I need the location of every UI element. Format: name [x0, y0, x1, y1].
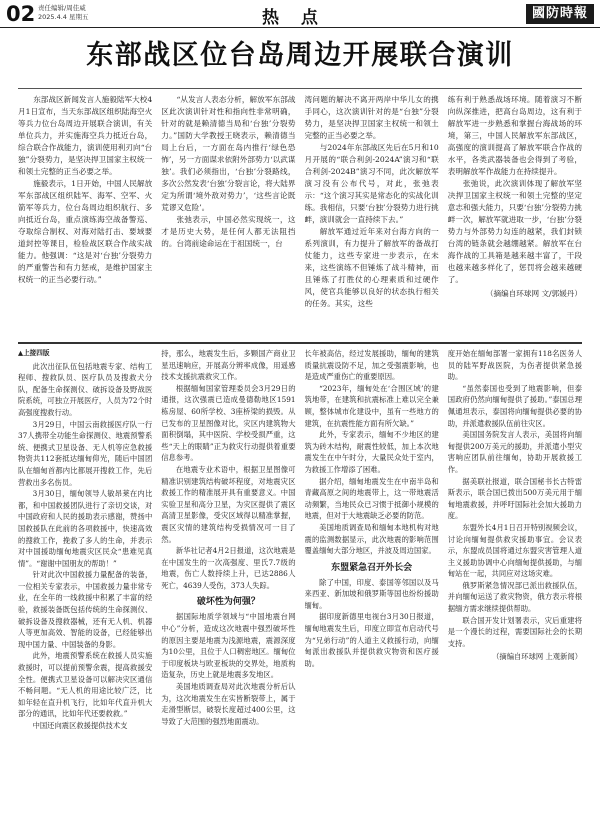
page-number: 02 [6, 2, 36, 26]
subheading: 破坏性为何强？ [196, 597, 260, 608]
article1-column-3 [305, 94, 439, 336]
article2-column-2 [161, 348, 295, 828]
paragraph: 针对此次中国救援力量配备的装备，一位相关专家表示，中国救援力量非常专业，在全年的一线救援中积累了丰富的经验，救援装备既包括传统的生命探测仪、破拆设备及搜救器械，还有无人机、机器人等更加高效、智能的设备，已经能够出现中国力量、中国装备的身影。 [18, 570, 153, 649]
paragraph: 度开始在缅甸部署一家拥有118名医务人员的陆军野战医院，为伤者提供紧急援助。 [447, 349, 582, 382]
paragraph: 东部战区新闻发言人施毅陆军大校4月1日宣布，当天东部战区组织陆海空火等兵力位台岛周边开展联合演训，有关单位兵力，并实施海空兵力抵近台岛，综合联合作战能力，演训使用利刃向“台独”分裂势力，是坚决捍卫国家主权统一和领土完整的正当必要之举。 [18, 95, 153, 176]
header-meta [38, 4, 89, 22]
article1-column-2 [161, 94, 295, 336]
paragraph: “2023年，缅甸处在‘合围区域’的建筑地带，在建筑和抗震标准上难以完全兼顾，整体城市化建设中，虽有一些地方的建筑，在抗震性能方面有所欠缺。” [304, 383, 439, 428]
editor-line: 责任编辑/周佳威 [38, 4, 86, 12]
paragraph: 3月29日，中国云南救援医疗队一行37人携带全功能生命探测仪、地震预警系统、便携式卫星设备、无人机等应急救援物资共112套抵达缅甸仰光，随后中国团队在缅甸首都内比都展开搜救工作，先后营救出多名伤员。 [18, 419, 153, 487]
paragraph: 据介绍，缅甸地震发生在中南半岛和青藏高原之间的地震带上，这一带地震活动频繁，当地民众已习惯于抵御小规模的地震，但对于大地震缺乏必要的防范。 [304, 476, 439, 521]
article1-byline: （摘编自环球网 文/郭媛丹） [485, 289, 582, 298]
paragraph: 长年被高估，经过发展援助，缅甸的建筑质量抗震设防不足，加之受强震影响，也是造成严重伤亡的重要原因。 [304, 349, 439, 382]
paragraph: 在地震专业术语中，根据卫星图像可精准识别建筑结构破坏程度，对地震灾区救援工作的精准展开具有重要意义。中国实验卫星和高分卫星，为灾区提供了震区高清卫星影像，受灾区域得以精准掌握，震区灾情的建筑结构受损情况可一目了然。 [161, 464, 296, 544]
paragraph: 练有利于熟悉战场环境。随着演习不断向纵深推进，把高台岛周边，这有利于解放军进一步熟悉和掌握台海战场的环境，第三，中国人民解放军东部战区，高强度的演训提高了解放军联合作战的水平，各类武器装备也会得到了考验，表明解放军作战能力在持续提升。 [447, 95, 582, 176]
paragraph: 根据缅甸国家管理委员会3月29日的通报，这次强震已造成曼德勒地区1591栋房屋、60所学校、3座桥梁的损毁。从已发布的卫星图像对比，灾区内建筑物大面积倒塌，其中医院、学校受损严重，这些“天上的眼睛”正为救灾行动提供着重要信息参考。 [161, 383, 296, 463]
paragraph: 此外，专家表示，缅甸不少地区的建筑为砖木结构，耐震性较低，加上本次地震发生在中午时分，大量民众处于室内，为救援工作增添了困难。 [304, 430, 439, 474]
paragraph: “从发言人表态分析，解放军东部战区此次演训针对性和指向性非常明确，针对的就是赖清德当局和‘台独’分裂势力。”国防大学教授王晓表示，赖清德当局上台后，一方面在岛内推行‘绿色恐怖’，另一方面谋求依附外部势力‘以武谋独’。我们必须指出，‘台独’分裂路线，多次公然发表‘台独’分裂言论，将大陆界定为所谓‘境外敌对势力’，‘这些言论既荒谬又危险’。 [161, 95, 296, 212]
article2-body [18, 348, 582, 828]
paragraph: 俄罗斯紧急情况部已派出救援队伍，并向缅甸运送了救灾物资，俄方表示将根据缅方需求继续提供帮助。 [447, 580, 582, 614]
article1-body [18, 94, 582, 336]
paragraph: 此次出征队伍包括地震专家、结构工程师、搜救队员、医疗队员及搜救犬分队，配备生命探测仪、破拆设备及野战医院系统，可独立开展医疗，人员为72个时高强度搜救行动。 [18, 361, 153, 417]
paragraph: “虽然泰国也受到了地震影响，但泰国政府仍然向缅甸提供了援助。”泰国总理佩通坦表示，泰国将向缅甸提供必要的协助，并派遣救援队伍前往灾区。 [447, 383, 582, 428]
paragraph: 此外，地震预警系统在救援人员实施救援时，可以提前预警余震，提高救援安全性。便携式卫星设备可以解决灾区通信不畅问题。“无人机的用途比较广泛，比如年轻在直升机飞行，比如年代直升机大部分的通讯，比如年代还要救救。” [18, 651, 153, 719]
paragraph: 除了中国，印度、泰国等邻国以及马来西亚、新加坡和俄罗斯等国也纷纷援助缅甸。 [304, 577, 439, 610]
paragraph: 东盟外长4月1日召开特别视频会议，讨论向缅甸提供救灾援助事宜。会议表示，东盟成员国将通过东盟灾害管理人道主义援助协调中心向缅甸提供援助，与缅甸站在一起，共同应对这场灾难。 [447, 522, 582, 579]
paragraph: 张弛表示，中国必然实现统一，这才是历史大势，是任何人都无法阻挡的。台湾前途命运在于祖国统一，台 [161, 215, 296, 248]
paragraph: 美国国务院发言人表示，美国将向缅甸提供200万美元的援助，并派遣小型灾害响应团队前往缅甸，协助开展救援工作。 [447, 430, 582, 474]
paragraph: 解放军通过近年来对台海方向的一系列演训，有力提升了解放军的备战打仗能力，这些专家进一步表示，在未来，这些演练不但锤炼了战斗精神，而且锤炼了打胜仗的心理素质和过硬作风，使官兵能够以良好的状态执行相关的任务。其实，这些 [304, 227, 439, 308]
paragraph: 美国地质调查局对此次地震分析后认为，这次地震发生在实皆断裂带上，属于走滑型断层，破裂长度超过400公里，这导致了大范围的强烈地面震动。 [161, 682, 296, 726]
continuation-dateline: ▲上接四版 [18, 349, 50, 357]
section-divider [18, 342, 582, 344]
paragraph: 中国还向震区救援提供技术支 [32, 721, 128, 730]
paragraph: 张弛说，此次演训体现了解放军坚决捍卫国家主权统一和领土完整的坚定意志和强大能力，只要‘台独’分裂势力挑衅一次，解放军就进取一步，‘台独’分裂势力与外部势力勾连的越紧，我们封锁台湾的链条就会越绷越紧。解放军在台海作战的工具箱是越来越丰富了，干段也越来越多样化了，惩罚将会越来越硬了。 [447, 179, 582, 284]
paragraph: 联合国开发计划署表示，灾后重建将是一个漫长的过程，需要国际社会的长期支持。 [447, 615, 582, 648]
paragraph: 湾问题的解决不离开两岸中华儿女的携手同心，这次演训针对的是“台独”分裂势力，是坚决捍卫国家主权统一和领土完整的正当必要之举。 [304, 95, 439, 140]
subheading: 东盟紧急召开外长会 [331, 562, 413, 573]
paragraph: 据美联社报道，联合国秘书长古特雷斯表示，联合国已拨出500万美元用于缅甸地震救援，并呼吁国际社会加大援助力度。 [447, 476, 582, 521]
date-line: 2025.4.4 星期五 [38, 13, 89, 21]
headline-rule [18, 88, 582, 89]
newspaper-masthead: 國防時報 [526, 4, 594, 24]
article2-column-4 [448, 348, 582, 828]
paragraph: 据国际地质学领域与“中国地震台网中心”分析，造成这次地震中强烈破坏性的原因主要是地震为浅源地震，震源深度为10公里，且位于人口稠密地区。缅甸位于印度板块与欧亚板块的交界处，地质构造复杂，历史上就是地震多发地区。 [161, 612, 296, 680]
paragraph: 新华社记者4月2日报道，这次地震是在中国发生的一次高强度、里氏7.7级的地震，伤亡人数持续上升，已达2886人死亡，4639人受伤，373人失踪。 [161, 546, 296, 590]
paragraph: 施毅表示，1日开始，中国人民解放军东部战区组织陆军、海军、空军、火箭军等兵力，位台岛周边组织航行、多向抵近台岛，重点演练海空战备警巡、夺取综合制权、对海对陆打击、要域要道封控等课目，检验战区联合作战实战能力。他强调：“这是对‘台独’分裂势力的严重警告和有力惩戒，是维护国家主权统一的正当必要行动。” [18, 179, 153, 284]
article2-byline: （摘编自环球网 上观新闻） [492, 652, 582, 662]
article2-column-1 [18, 348, 152, 828]
section-title: 热 点 [262, 8, 326, 28]
paragraph: 美国地质调查局和缅甸本地机构对地震的监测数据显示，此次地震的影响范围覆盖缅甸大部分地区，并波及周边国家。 [304, 522, 439, 556]
article1-column-4 [448, 94, 582, 336]
article1-column-1 [18, 94, 152, 336]
article2-column-3 [305, 348, 439, 828]
paragraph: 3月30日，缅甸领导人敏昂莱在内比都，和中国救援团队进行了亲切交谈，对中国政府和人民的援助表示感谢，赞扬中国救援队在此前的各项救援中，快速高效的搜救工作，挽救了多人的生命，并表示对中国援助缅甸地震灾区民众“患难见真情”。“谢谢中国朋友的帮助！” [18, 489, 153, 568]
paragraph: 与2024年东部战区先后在5月和10月开展的“联合利剑-2024A”演习和“联合利剑-2024B”演习不同，此次解放军演习没有公布代号，对此，张弛表示：“这个演习其实是常态化的实战化训练。我相信，只要‘台独’分裂势力进行挑衅，演训就会一直持续下去。” [304, 143, 439, 224]
paragraph: 持，那么，地震发生后，多颗国产商业卫星迅速响应，开展高分辨率成像，用遥感技术支援抗震救灾工作。 [161, 349, 296, 382]
paragraph: 据印度新德里电视台3月30日报道，缅甸地震发生后，印度立即宣布启动代号为“兄弟行动”的人道主义救援行动，向缅甸派出救援队并提供救灾物资和医疗援助。 [304, 612, 439, 668]
page-header [0, 0, 600, 28]
main-headline: 东部战区位台岛周边开展联合演训 [86, 40, 514, 71]
